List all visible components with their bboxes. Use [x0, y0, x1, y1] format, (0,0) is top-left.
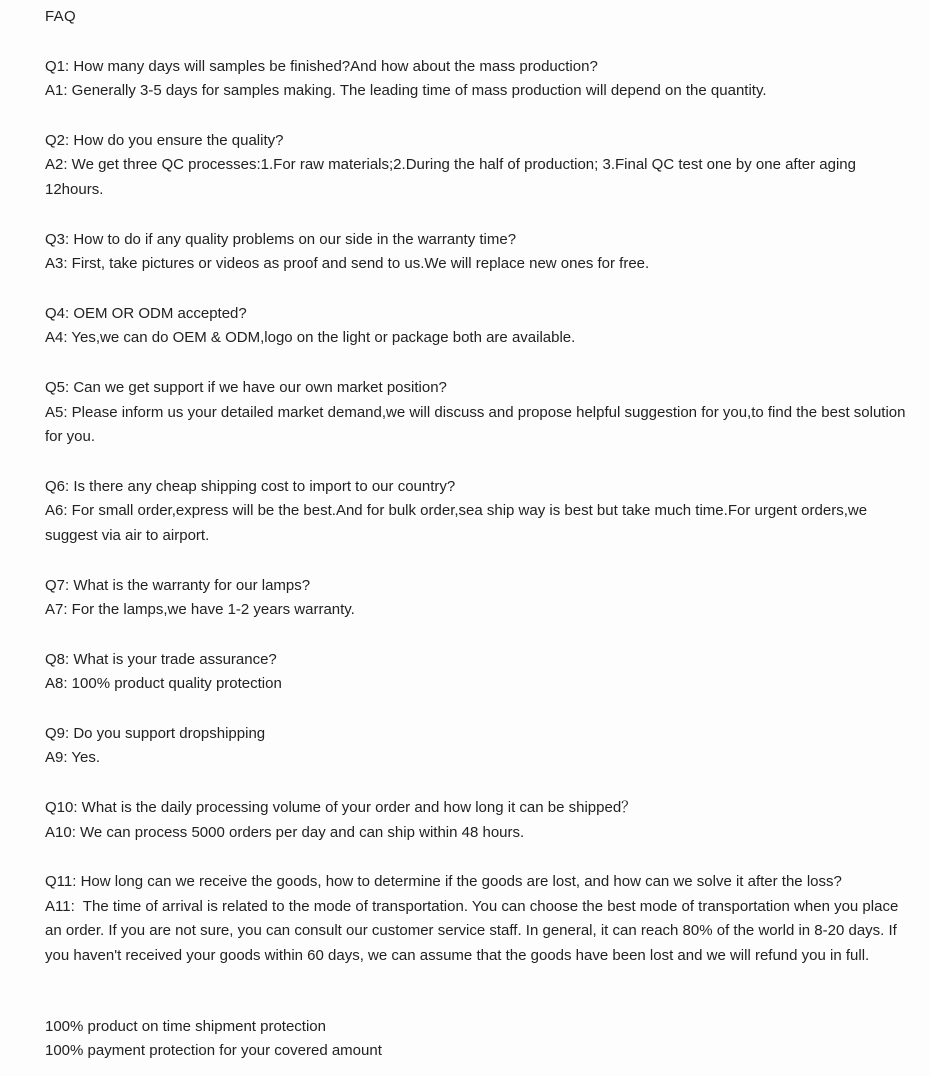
question-text: Q3: How to do if any quality problems on our side in the warranty time?: [45, 230, 517, 248]
answer-text: A4: Yes,we can do OEM & ODM,logo on the light or package both are available.: [45, 329, 576, 347]
question-text: Q1: How many days will samples be finished?And how about the mass production?: [45, 57, 598, 75]
faq-item: [45, 302, 912, 351]
answer-text: A6: For small order,express will be the best.And for bulk order,sea ship way is best but take much time.For urgent orders,we suggest via air to airport.: [45, 502, 872, 544]
answer-text: A10: We can process 5000 orders per day and can ship within 48 hours.: [45, 823, 525, 841]
faq-item: [45, 129, 912, 203]
answer-text: A9: Yes.: [45, 749, 101, 767]
question-text: Q9: Do you support dropshipping: [45, 724, 266, 742]
faq-item: [45, 228, 912, 277]
answer-text: A2: We get three QC processes:1.For raw materials;2.During the half of production; 3.Final QC test one by one after aging 12hours.: [45, 156, 861, 198]
question-text: Q4: OEM OR ODM accepted?: [45, 304, 247, 322]
question-text: Q2: How do you ensure the quality?: [45, 131, 284, 149]
answer-text: A3: First, take pictures or videos as proof and send to us.We will replace new ones for free.: [45, 255, 650, 273]
answer-text: A5: Please inform us your detailed market demand,we will discuss and propose helpful suggestion for you,to find the best solution for you.: [45, 403, 910, 446]
answer-text: A7: For the lamps,we have 1-2 years warranty.: [45, 601, 355, 619]
question-text: Q11: How long can we receive the goods, how to determine if the goods are lost, and how can we solve it after the loss?: [45, 873, 842, 891]
question-text: Q6: Is there any cheap shipping cost to import to our country?: [45, 477, 456, 495]
faq-item: [45, 722, 912, 771]
question-text: Q7: What is the warranty for our lamps?: [45, 576, 311, 594]
protection-footer: [45, 1015, 912, 1064]
faq-item: [45, 648, 912, 697]
question-text: Q8: What is your trade assurance?: [45, 650, 277, 668]
answer-text: A11: The time of arrival is related to the mode of transportation. You can choose the best mode of transportation when you place an order. If you are not sure, you can consult our customer service staff. In general, it can reach 80% of the world in 8-20 days. If you haven't received your goods within 60 days, we can assume that the goods have been lost and we will refund you in full.: [45, 897, 903, 965]
faq-item: [45, 55, 912, 104]
faq-item: [45, 475, 912, 549]
faq-list: [45, 55, 912, 969]
question-text: Q10: What is the daily processing volume of your order and how long it can be shipped？: [45, 799, 637, 817]
faq-item: [45, 796, 912, 845]
faq-item: [45, 870, 912, 968]
faq-item: [45, 376, 912, 450]
page-title: FAQ: [45, 8, 76, 25]
question-text: Q5: Can we get support if we have our own market position?: [45, 378, 447, 396]
footer-line-shipment-protection: 100% product on time shipment protection: [45, 1017, 326, 1035]
footer-line-payment-protection: 100% payment protection for your covered amount: [45, 1042, 382, 1060]
answer-text: A1: Generally 3-5 days for samples making. The leading time of mass production will depend on the quantity.: [45, 82, 767, 100]
answer-text: A8: 100% product quality protection: [45, 675, 282, 693]
faq-item: [45, 574, 912, 623]
